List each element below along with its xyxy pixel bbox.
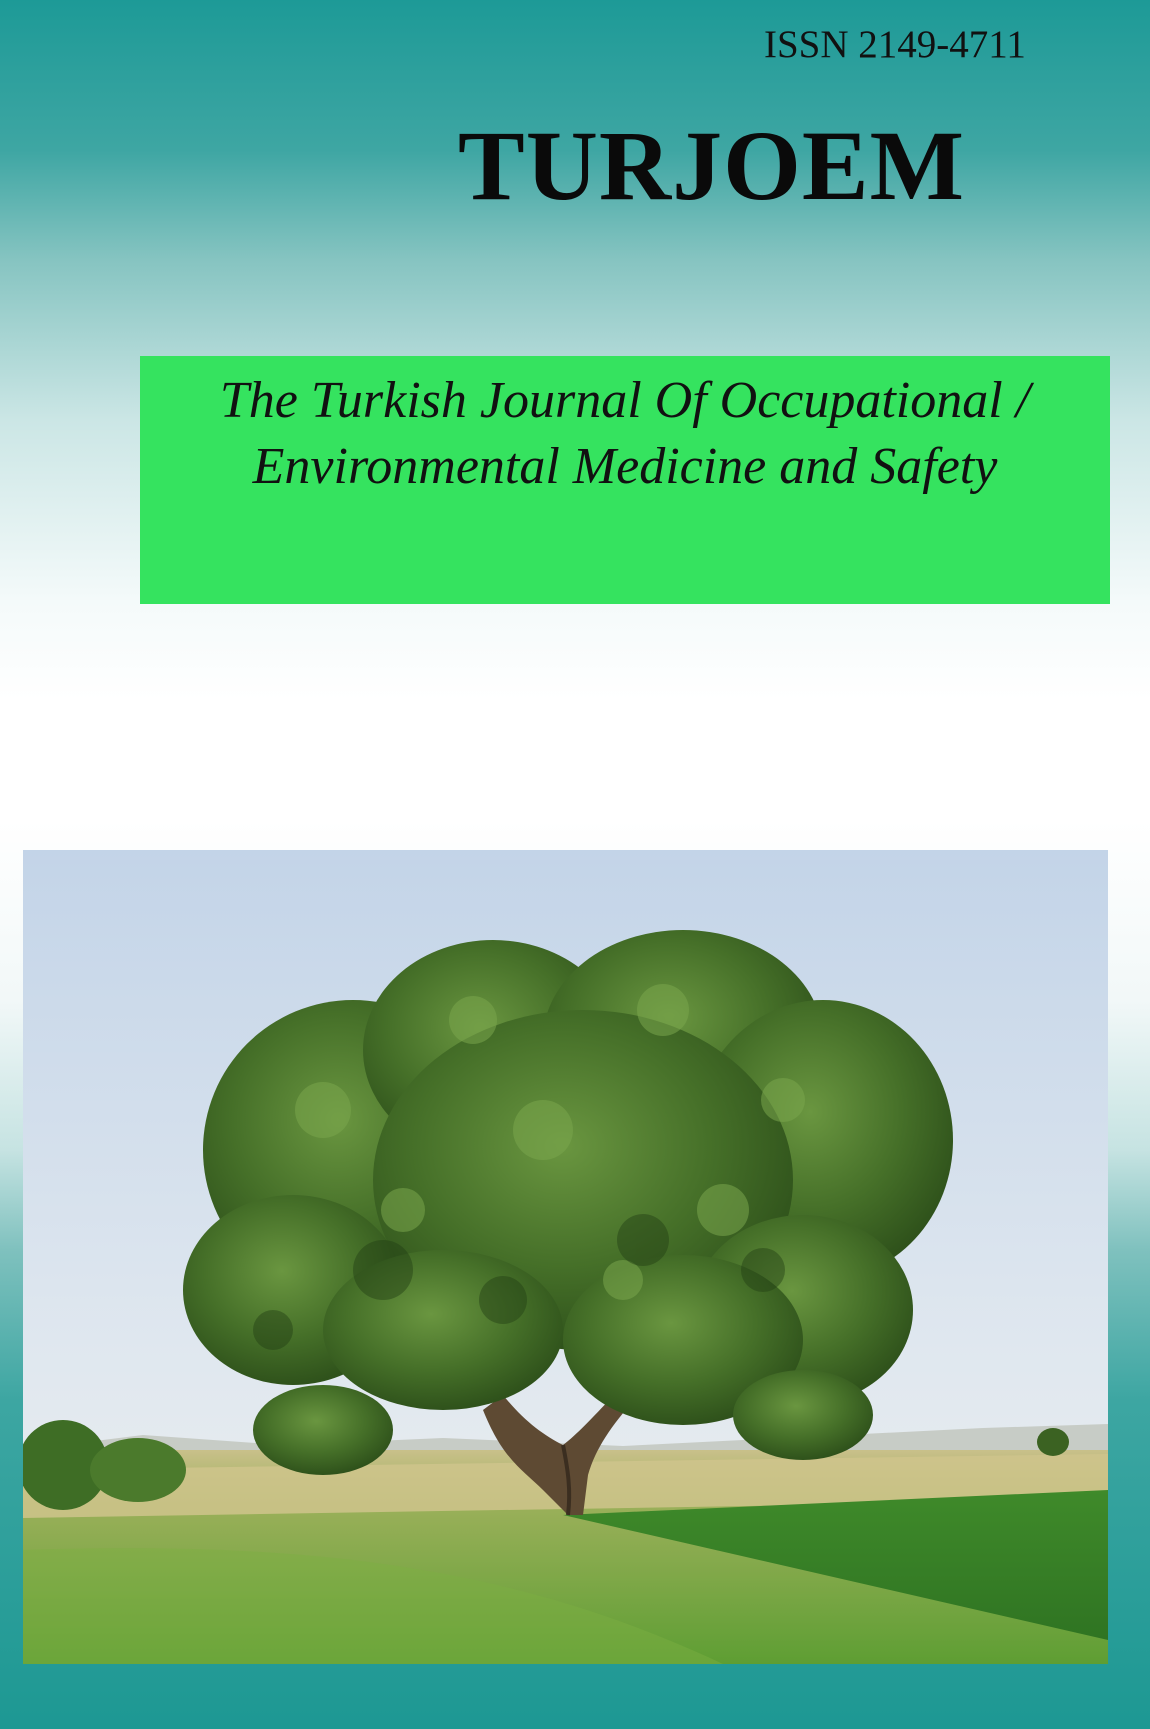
- journal-subtitle: [140, 368, 1110, 500]
- journal-title: TURJOEM: [458, 110, 965, 221]
- issn-text: ISSN 2149-4711: [764, 23, 1026, 66]
- subtitle-box: [140, 356, 1110, 604]
- subtitle-line-1: The Turkish Journal Of Occupational /: [219, 372, 1031, 429]
- tree-in-field-photo: [23, 850, 1108, 1664]
- subtitle-line-2: Environmental Medicine and Safety: [252, 438, 998, 495]
